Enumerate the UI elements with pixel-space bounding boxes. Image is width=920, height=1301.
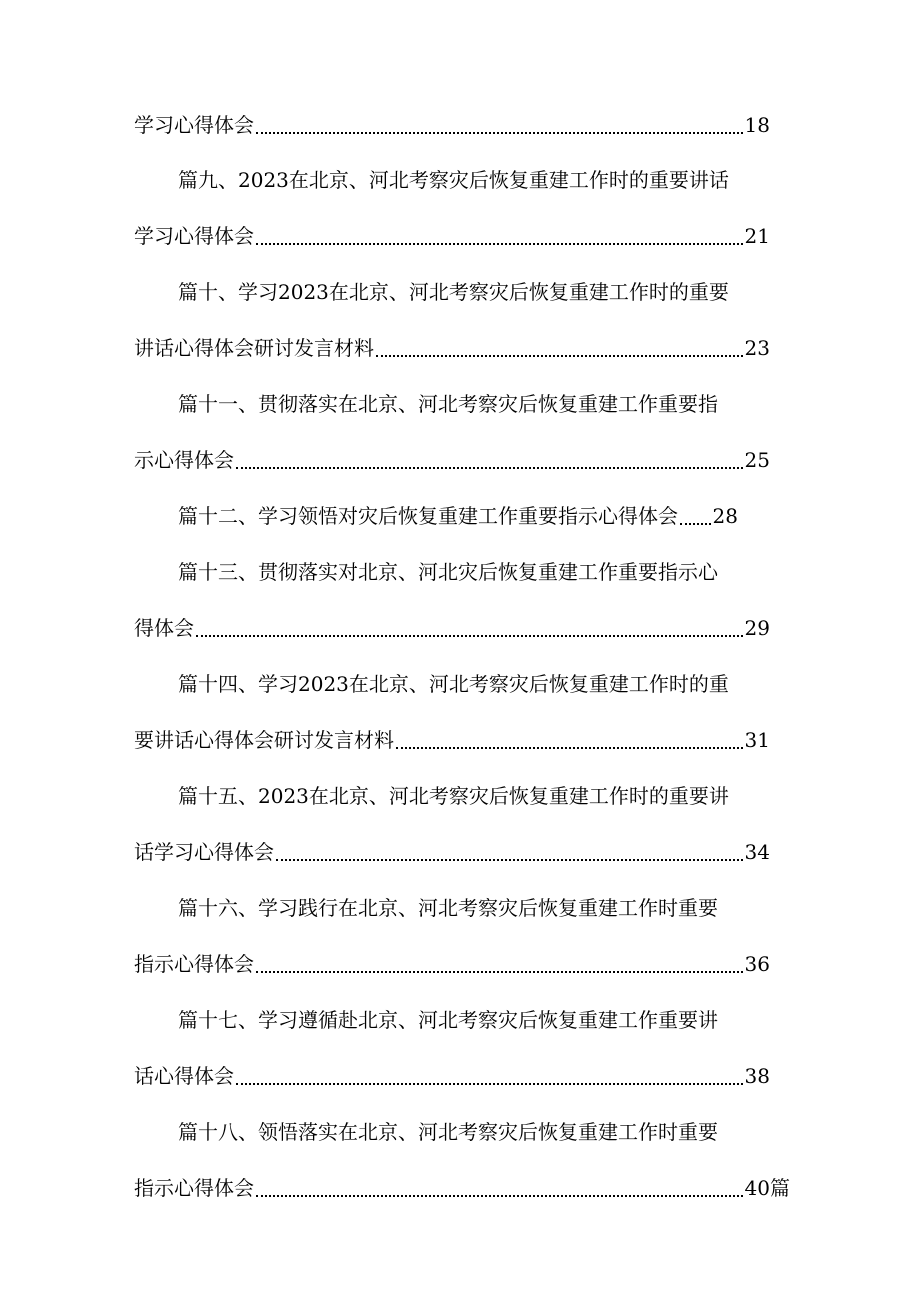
toc-page-number: 28: [712, 504, 738, 528]
toc-entry-3-cont[interactable]: [134, 440, 770, 480]
dot-leader: [236, 467, 743, 469]
toc-entry-text: 学习心得体会: [134, 113, 254, 137]
toc-entry-7-title[interactable]: 篇十五、2023在北京、河北考察灾后恢复重建工作时的重要讲: [178, 784, 729, 808]
toc-entry-3-title[interactable]: 篇十一、贯彻落实在北京、河北考察灾后恢复重建工作重要指: [178, 392, 718, 416]
toc-page-number: 25: [744, 448, 770, 472]
toc-entry-10-title[interactable]: 篇十八、领悟落实在北京、河北考察灾后恢复重建工作时重要: [178, 1120, 718, 1144]
toc-entry-4[interactable]: [178, 496, 738, 536]
dot-leader: [376, 355, 743, 357]
toc-entry-8-cont[interactable]: [134, 944, 770, 984]
dot-leader: [276, 859, 743, 861]
toc-entry-text: 学习心得体会: [134, 224, 254, 248]
toc-page-number: 34: [744, 840, 770, 864]
dot-leader: [680, 523, 711, 525]
toc-entry-6-cont[interactable]: [134, 720, 770, 760]
toc-entry-text: 指示心得体会: [134, 952, 254, 976]
toc-entry-1-title[interactable]: 篇九、2023在北京、河北考察灾后恢复重建工作时的重要讲话: [178, 168, 729, 192]
toc-entry-2-cont[interactable]: [134, 328, 770, 368]
toc-page-number: 29: [744, 616, 770, 640]
toc-entry-text: 指示心得体会: [134, 1176, 254, 1200]
toc-entry-0-cont[interactable]: [134, 105, 770, 145]
dot-leader: [196, 635, 743, 637]
toc-page-number: 18: [744, 113, 770, 137]
toc-entry-9-cont[interactable]: [134, 1056, 770, 1096]
dot-leader: [256, 243, 743, 245]
toc-entry-text: 得体会: [134, 616, 194, 640]
dot-leader: [256, 971, 743, 973]
toc-page-number: 40: [744, 1176, 770, 1200]
toc-page-number: 23: [744, 336, 770, 360]
toc-entry-5-cont[interactable]: [134, 608, 770, 648]
toc-entry-8-title[interactable]: 篇十六、学习践行在北京、河北考察灾后恢复重建工作时重要: [178, 896, 718, 920]
toc-entry-text: 要讲话心得体会研讨发言材料: [134, 728, 394, 752]
dot-leader: [236, 1083, 743, 1085]
toc-page-number: 31: [744, 728, 770, 752]
dot-leader: [396, 747, 743, 749]
toc-entry-text: 篇十二、学习领悟对灾后恢复重建工作重要指示心得体会: [178, 504, 678, 528]
toc-entry-2-title[interactable]: 篇十、学习2023在北京、河北考察灾后恢复重建工作时的重要: [178, 280, 729, 304]
toc-page-number: 21: [744, 224, 770, 248]
toc-entry-1-cont[interactable]: [134, 216, 770, 256]
toc-entry-5-title[interactable]: 篇十三、贯彻落实对北京、河北灾后恢复重建工作重要指示心: [178, 560, 718, 584]
toc-entry-text: 话心得体会: [134, 1064, 234, 1088]
trailing-text: 篇: [770, 1176, 790, 1200]
toc-entry-text: 话学习心得体会: [134, 840, 274, 864]
toc-entry-7-cont[interactable]: [134, 832, 770, 872]
toc-entry-6-title[interactable]: 篇十四、学习2023在北京、河北考察灾后恢复重建工作时的重: [178, 672, 729, 696]
toc-page-number: 36: [744, 952, 770, 976]
toc-entry-text: 讲话心得体会研讨发言材料: [134, 336, 374, 360]
toc-entry-10-cont[interactable]: [134, 1168, 770, 1208]
toc-entry-text: 示心得体会: [134, 448, 234, 472]
toc-entry-9-title[interactable]: 篇十七、学习遵循赴北京、河北考察灾后恢复重建工作重要讲: [178, 1008, 718, 1032]
toc-page-number: 38: [744, 1064, 770, 1088]
dot-leader: [256, 132, 743, 134]
dot-leader: [256, 1195, 743, 1197]
